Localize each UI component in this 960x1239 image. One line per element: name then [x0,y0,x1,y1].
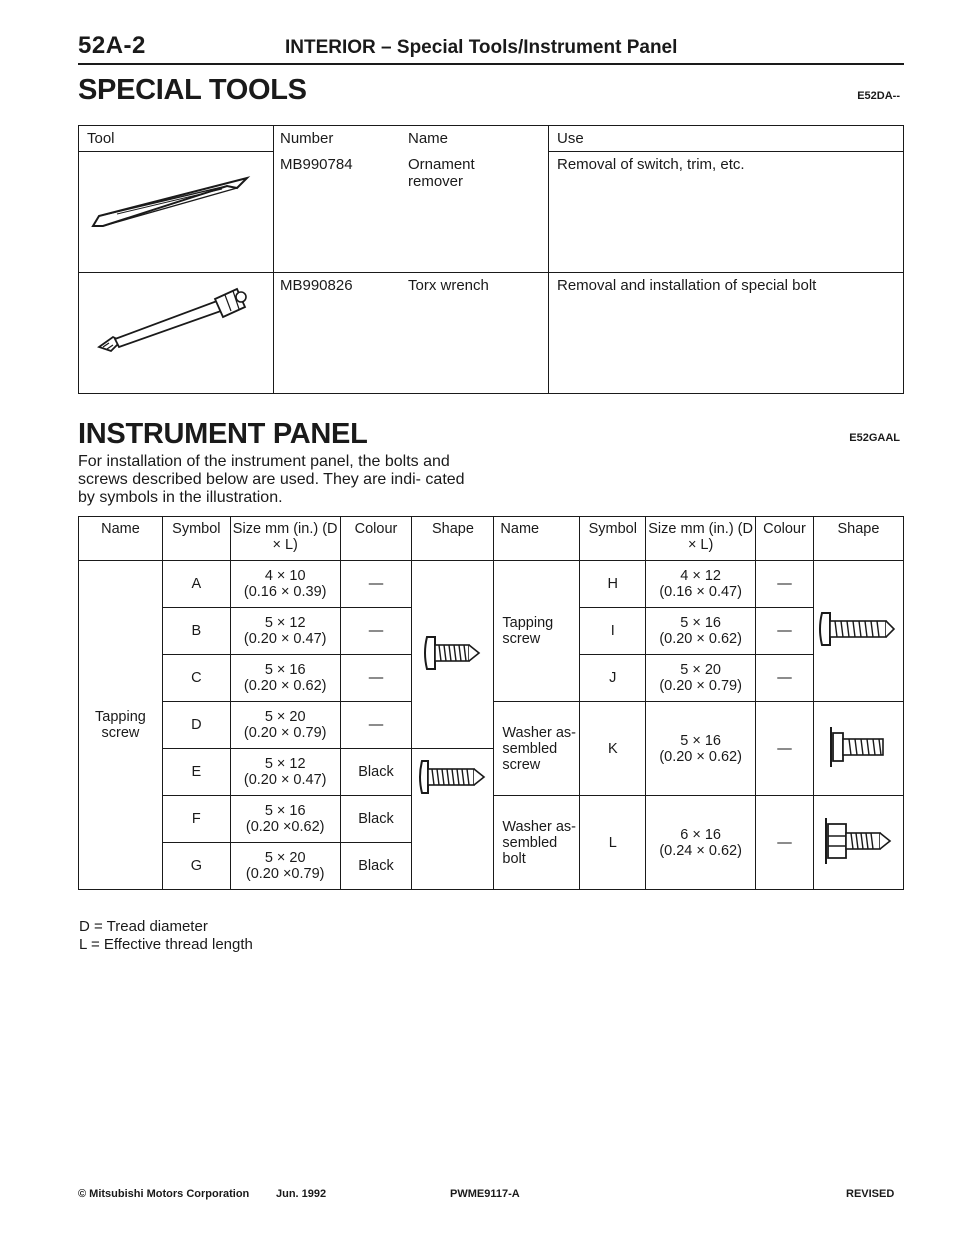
tool-number-1: MB990784 [280,155,353,173]
shape-efg [412,749,494,890]
footer-code: PWME9117-A [450,1188,520,1200]
colour-b: — [340,608,412,655]
fasteners-table [78,516,904,890]
colour-h: — [756,561,814,608]
colour-g: Black [340,843,412,890]
colour-a: — [340,561,412,608]
col-colour-right: Colour [756,517,814,561]
col-colour-left: Colour [340,517,412,561]
size-i: 5 × 16 (0.20 × 0.62) [646,608,756,655]
symbol-a: A [162,561,230,608]
number-name-cell-1 [274,152,549,273]
name-header: Name [408,130,449,147]
tool-name-1: Ornament remover [408,155,475,190]
size-g: 5 × 20 (0.20 ×0.79) [230,843,340,890]
col-name-right: Name [494,517,580,561]
right-group-name-3: Washer as- sembled bolt [494,796,580,890]
colour-l: — [756,796,814,890]
tool-header: Tool [79,126,274,152]
special-tools-table [78,125,904,394]
size-a: 4 × 10 (0.16 × 0.39) [230,561,340,608]
footer-date: Jun. 1992 [276,1188,327,1200]
number-header: Number [280,130,334,147]
footer-status: REVISED [846,1188,895,1200]
colour-j: — [756,655,814,702]
tool-use-2: Removal and installation of special bolt [549,273,904,394]
ornament-remover-icon [87,156,257,246]
col-shape-left: Shape [412,517,494,561]
tool-cell-2 [79,273,274,394]
shape-hij [813,561,903,702]
instrument-panel-intro: For installation of the instrument panel, the bolts and screws described below are used. They are indi- cated by symbols in the illustration. [78,453,465,506]
special-tools-heading: SPECIAL TOOLS [78,74,307,106]
pan-head-screw-icon [421,633,485,673]
shape-abcd [412,561,494,749]
tapping-screw-icon [816,609,900,649]
col-size-left: Size mm (in.) (D × L) [230,517,340,561]
symbol-g: G [162,843,230,890]
size-c: 5 × 16 (0.20 × 0.62) [230,655,340,702]
col-shape-right: Shape [813,517,903,561]
symbol-f: F [162,796,230,843]
size-k: 5 × 16 (0.20 × 0.62) [646,702,756,796]
size-l: 6 × 16 (0.24 × 0.62) [646,796,756,890]
header-rule [78,63,904,65]
black-tapping-screw-icon [416,759,490,795]
tool-number-2: MB990826 [280,277,353,294]
symbol-c: C [162,655,230,702]
symbol-d: D [162,702,230,749]
colour-k: — [756,702,814,796]
shape-k [813,702,903,796]
section-title: INTERIOR – Special Tools/Instrument Panel [285,37,678,58]
size-h: 4 × 12 (0.16 × 0.47) [646,561,756,608]
washer-bolt-icon [818,816,898,866]
use-header: Use [549,126,904,152]
tool-use-1: Removal of switch, trim, etc. [549,152,904,273]
torx-wrench-icon [87,277,257,367]
symbol-k: K [580,702,646,796]
symbol-h: H [580,561,646,608]
shape-l [813,796,903,890]
tool-name-2: Torx wrench [408,277,489,294]
size-b: 5 × 12 (0.20 × 0.47) [230,608,340,655]
footer-copyright: © Mitsubishi Motors Corporation [78,1188,250,1200]
right-group-name-1: Tapping screw [494,561,580,702]
colour-i: — [756,608,814,655]
size-f: 5 × 16 (0.20 ×0.62) [230,796,340,843]
special-tools-code: E52DA-- [857,90,900,102]
colour-d: — [340,702,412,749]
colour-e: Black [340,749,412,796]
symbol-e: E [162,749,230,796]
colour-f: Black [340,796,412,843]
col-symbol-left: Symbol [162,517,230,561]
right-group-name-2: Washer as- sembled screw [494,702,580,796]
size-e: 5 × 12 (0.20 × 0.47) [230,749,340,796]
col-symbol-right: Symbol [580,517,646,561]
symbol-i: I [580,608,646,655]
note-tread-diameter: D = Tread diameter [79,918,208,935]
symbol-l: L [580,796,646,890]
number-name-cell-2 [274,273,549,394]
left-group-name: Tapping screw [79,561,163,890]
symbol-b: B [162,608,230,655]
number-name-header [274,126,549,152]
colour-c: — [340,655,412,702]
col-size-right: Size mm (in.) (D × L) [646,517,756,561]
instrument-panel-code: E52GAAL [849,432,900,444]
size-j: 5 × 20 (0.20 × 0.79) [646,655,756,702]
note-thread-length: L = Effective thread length [79,936,253,953]
page-number: 52A-2 [78,32,146,59]
washer-screw-icon [823,725,893,769]
instrument-panel-heading: INSTRUMENT PANEL [78,418,368,450]
size-d: 5 × 20 (0.20 × 0.79) [230,702,340,749]
tool-cell-1 [79,152,274,273]
col-name-left: Name [79,517,163,561]
symbol-j: J [580,655,646,702]
